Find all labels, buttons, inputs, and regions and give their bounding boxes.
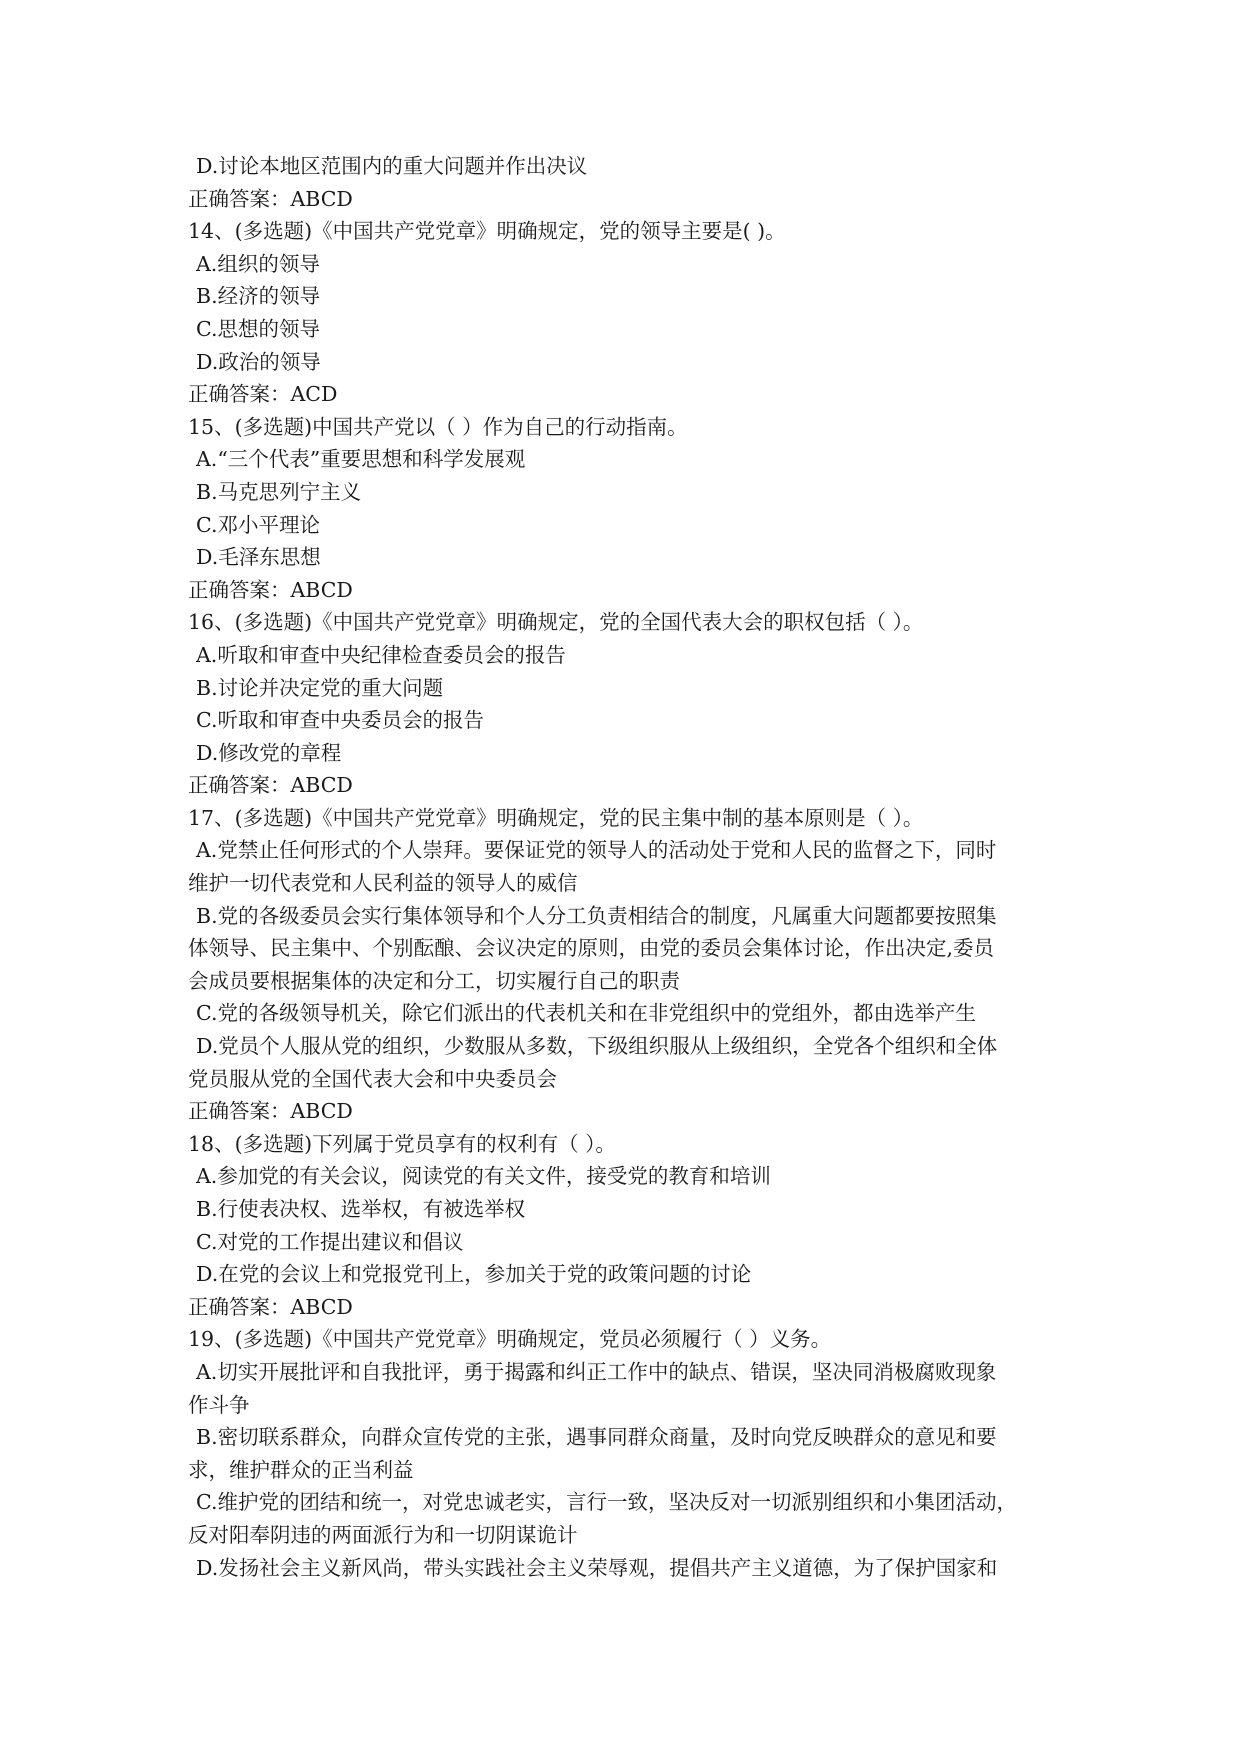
answer-option: C.思想的领导 (196, 316, 320, 341)
question-stem: 18、(多选题)下列属于党员享有的权利有（ ）。 (188, 1131, 616, 1156)
answer-option: B.马克思列宁主义 (196, 479, 362, 504)
correct-answer: 正确答案：ACD (188, 382, 338, 407)
question-stem: 16、(多选题)《中国共产党党章》明确规定，党的全国代表大会的职权包括（ ）。 (188, 610, 924, 635)
answer-option: D.党员个人服从党的组织，少数服从多数，下级组织服从上级组织，全党各个组织和全体 (196, 1034, 998, 1059)
answer-option: A.“三个代表”重要思想和科学发展观 (196, 447, 526, 472)
correct-answer: 正确答案：ABCD (188, 1294, 353, 1319)
answer-option: D.在党的会议上和党报党刊上，参加关于党的政策问题的讨论 (196, 1262, 752, 1287)
answer-option-continuation: 维护一切代表党和人民利益的领导人的威信 (188, 871, 578, 896)
answer-option: C.听取和审查中央委员会的报告 (196, 708, 484, 733)
answer-option: C.邓小平理论 (196, 512, 320, 537)
answer-option-continuation: 作斗争 (188, 1392, 250, 1417)
answer-option: B.讨论并决定党的重大问题 (196, 675, 444, 700)
answer-option: C.对党的工作提出建议和倡议 (196, 1229, 464, 1254)
answer-option: B.行使表决权、选举权，有被选举权 (196, 1197, 526, 1221)
answer-option-continuation: 反对阳奉阴违的两面派行为和一切阴谋诡计 (188, 1522, 578, 1547)
answer-option: A.切实开展批评和自我批评，勇于揭露和纠正工作中的缺点、错误，坚决同消极腐败现象 (196, 1359, 997, 1384)
correct-answer: 正确答案：ABCD (188, 186, 353, 211)
answer-option-continuation: 体领导、民主集中、个别酝酿、会议决定的原则，由党的委员会集体讨论，作出决定,委员 (188, 936, 995, 961)
correct-answer: 正确答案：ABCD (188, 1099, 353, 1124)
answer-option: D.修改党的章程 (196, 740, 342, 765)
document-body (188, 150, 1068, 1584)
answer-option: B.密切联系群众，向群众宣传党的主张，遇事同群众商量，及时向党反映群众的意见和要 (196, 1425, 997, 1450)
answer-option: B.经济的领导 (196, 284, 321, 309)
answer-option: C.党的各级领导机关，除它们派出的代表机关和在非党组织中的党组外，都由选举产生 (196, 1001, 976, 1026)
answer-option: A.组织的领导 (196, 251, 320, 276)
answer-option: D.发扬社会主义新风尚，带头实践社会主义荣辱观，提倡共产主义道德，为了保护国家和 (196, 1555, 998, 1580)
answer-option: A.参加党的有关会议，阅读党的有关文件，接受党的教育和培训 (196, 1164, 771, 1189)
answer-option: C.维护党的团结和统一，对党忠诚老实，言行一致，坚决反对一切派别组织和小集团活动， (196, 1490, 1017, 1515)
answer-option: D.讨论本地区范围内的重大问题并作出决议 (196, 154, 588, 178)
answer-option-continuation: 会成员要根据集体的决定和分工，切实履行自己的职责 (188, 968, 680, 993)
answer-option-continuation: 求，维护群众的正当利益 (188, 1457, 414, 1482)
answer-option-continuation: 党员服从党的全国代表大会和中央委员会 (188, 1066, 557, 1091)
question-stem: 17、(多选题)《中国共产党党章》明确规定，党的民主集中制的基本原则是（ ）。 (188, 805, 924, 830)
question-stem: 19、(多选题)《中国共产党党章》明确规定，党员必须履行（ ）义务。 (188, 1327, 832, 1352)
answer-option: D.毛泽东思想 (196, 545, 321, 570)
question-stem: 14、(多选题)《中国共产党党章》明确规定，党的领导主要是( )。 (188, 219, 786, 244)
question-stem: 15、(多选题)中国共产党以（ ）作为自己的行动指南。 (188, 414, 688, 439)
answer-option: B.党的各级委员会实行集体领导和个人分工负责相结合的制度，凡属重大问题都要按照集 (196, 903, 997, 928)
answer-option: D.政治的领导 (196, 349, 321, 374)
answer-option: A.党禁止任何形式的个人崇拜。要保证党的领导人的活动处于党和人民的监督之下，同时 (196, 838, 997, 863)
answer-option: A.听取和审查中央纪律检查委员会的报告 (196, 642, 566, 667)
correct-answer: 正确答案：ABCD (188, 577, 353, 602)
correct-answer: 正确答案：ABCD (188, 773, 353, 798)
